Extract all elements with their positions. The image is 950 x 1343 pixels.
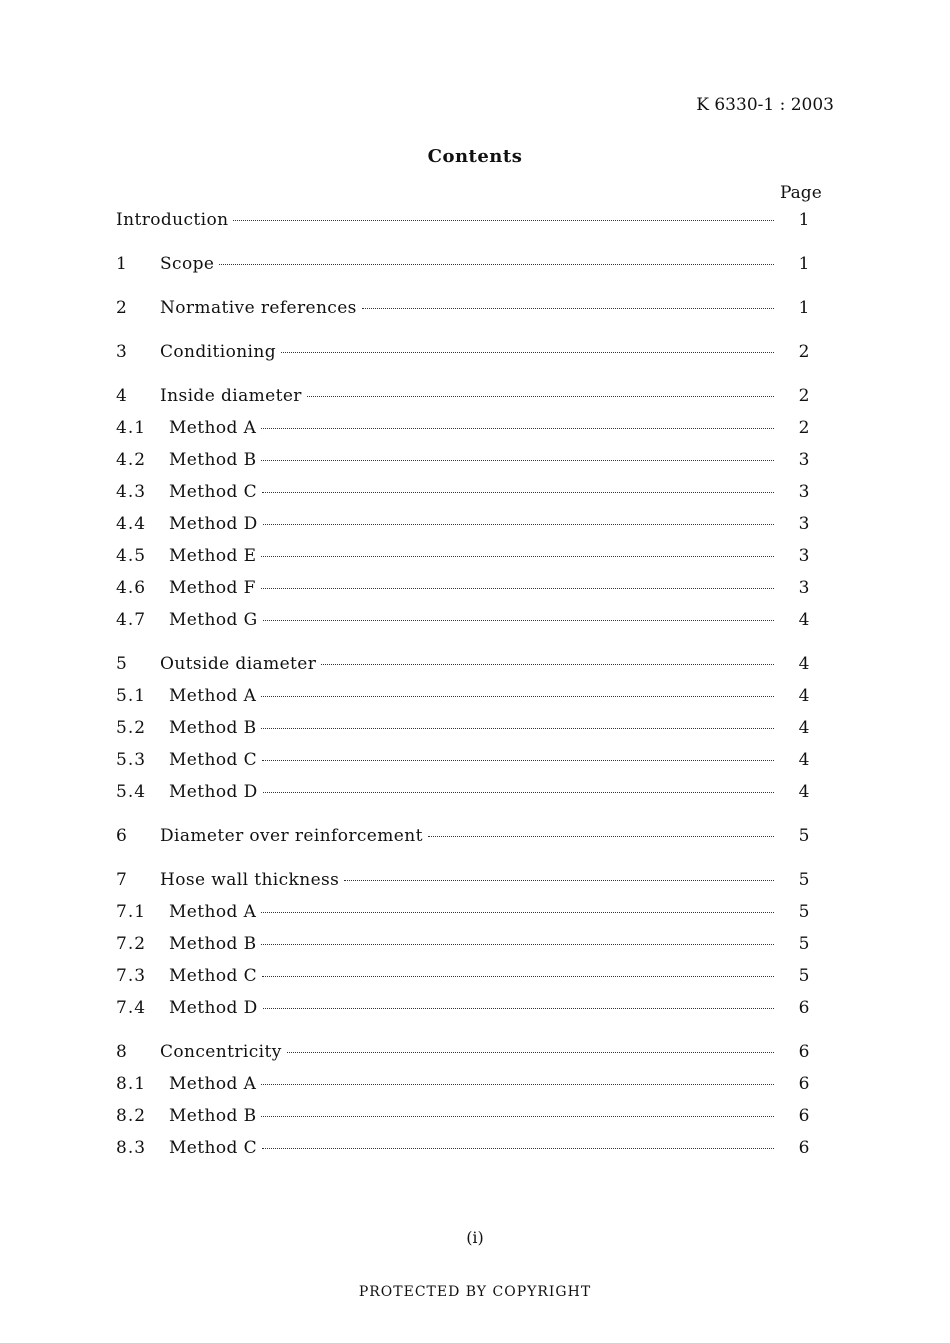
toc-entry-number: 4.2 <box>116 450 147 470</box>
toc-entry-page: 4 <box>798 610 810 630</box>
dot-leader <box>262 1148 774 1149</box>
dot-leader <box>219 264 774 265</box>
dot-leader <box>261 428 774 429</box>
toc-entry-page: 3 <box>798 514 810 534</box>
toc-entry[interactable] <box>116 995 816 1027</box>
toc-entry-number: 7.3 <box>116 966 147 986</box>
toc-entry-page: 3 <box>798 482 810 502</box>
dot-leader <box>261 588 774 589</box>
toc-entry-number: 4.3 <box>116 482 147 502</box>
dot-leader <box>263 792 774 793</box>
dot-leader <box>263 620 774 621</box>
toc-entry-title: Method A <box>169 686 257 706</box>
dot-leader <box>307 396 774 397</box>
toc-entry-page: 5 <box>798 902 810 922</box>
toc-entry[interactable] <box>116 575 816 607</box>
toc-entry-number: 7.2 <box>116 934 147 954</box>
toc-entry-title: Method D <box>169 998 258 1018</box>
toc-entry-title: Hose wall thickness <box>160 870 340 890</box>
toc-entry-number: 4 <box>116 386 128 406</box>
toc-entry-title: Method A <box>169 1074 257 1094</box>
toc-entry-page: 3 <box>798 578 810 598</box>
toc-entry-number: 5.4 <box>116 782 147 802</box>
toc-entry-number: 8.1 <box>116 1074 147 1094</box>
toc-entry[interactable] <box>116 867 816 899</box>
dot-leader <box>263 524 774 525</box>
toc-entry-number: 5.1 <box>116 686 147 706</box>
toc-entry-page: 4 <box>798 654 810 674</box>
toc-entry-title: Method C <box>169 482 257 502</box>
copyright-notice: PROTECTED BY COPYRIGHT <box>358 1284 592 1300</box>
toc-entry[interactable] <box>116 447 816 479</box>
dot-leader <box>261 912 774 913</box>
dot-leader <box>287 1052 774 1053</box>
dot-leader <box>261 696 774 697</box>
toc-entry-title: Diameter over reinforcement <box>160 826 423 846</box>
dot-leader <box>262 492 774 493</box>
toc-entry-title: Method C <box>169 1138 257 1158</box>
toc-entry-number: 4.5 <box>116 546 147 566</box>
toc-entry-number: 6 <box>116 826 128 846</box>
toc-entry-title: Method G <box>169 610 258 630</box>
toc-entry-page: 6 <box>798 1074 810 1094</box>
toc-entry[interactable] <box>116 607 816 639</box>
toc-entry[interactable] <box>116 683 816 715</box>
toc-entry-page: 6 <box>798 1042 810 1062</box>
dot-leader <box>261 460 774 461</box>
toc-entry-number: 4.4 <box>116 514 147 534</box>
dot-leader <box>428 836 774 837</box>
dot-leader <box>261 556 774 557</box>
toc-entry[interactable] <box>116 1071 816 1103</box>
toc-entry-page: 1 <box>798 210 810 230</box>
toc-entry-page: 5 <box>798 870 810 890</box>
toc-entry-title: Normative references <box>160 298 357 318</box>
toc-entry-number: 5 <box>116 654 128 674</box>
toc-entry-page: 5 <box>798 966 810 986</box>
toc-entry-title: Method B <box>169 934 257 954</box>
dot-leader <box>262 760 774 761</box>
toc-entry-number: 2 <box>116 298 128 318</box>
dot-leader <box>344 880 774 881</box>
toc-entry-number: 1 <box>116 254 128 274</box>
toc-entry-number: 4.6 <box>116 578 147 598</box>
toc-entry-title: Method B <box>169 1106 257 1126</box>
toc-entry-page: 1 <box>798 298 810 318</box>
toc-entry-title: Method C <box>169 966 257 986</box>
toc-entry-title: Scope <box>160 254 215 274</box>
toc-entry-page: 2 <box>798 342 810 362</box>
toc-entry-page: 4 <box>798 750 810 770</box>
table-of-contents <box>116 207 816 1167</box>
toc-entry[interactable] <box>116 295 816 327</box>
toc-entry-title: Method B <box>169 718 257 738</box>
toc-entry-page: 2 <box>798 418 810 438</box>
toc-entry[interactable] <box>116 931 816 963</box>
toc-entry[interactable] <box>116 779 816 811</box>
page-folio: (i) <box>466 1228 484 1247</box>
toc-entry[interactable] <box>116 479 816 511</box>
toc-entry[interactable] <box>116 899 816 931</box>
dot-leader <box>281 352 774 353</box>
dot-leader <box>261 1084 774 1085</box>
toc-entry-number: 7 <box>116 870 128 890</box>
toc-entry-number: 7.1 <box>116 902 147 922</box>
toc-entry[interactable] <box>116 651 816 683</box>
page-column-label: Page <box>780 183 822 203</box>
toc-entry-title: Method D <box>169 782 258 802</box>
toc-entry-page: 5 <box>798 826 810 846</box>
toc-entry-number: 5.3 <box>116 750 147 770</box>
toc-entry[interactable] <box>116 251 816 283</box>
toc-entry-number: 8.3 <box>116 1138 147 1158</box>
toc-entry-title: Method A <box>169 418 257 438</box>
dot-leader <box>321 664 774 665</box>
toc-entry-number: 8.2 <box>116 1106 147 1126</box>
toc-entry-title: Concentricity <box>160 1042 282 1062</box>
toc-entry-number: 3 <box>116 342 128 362</box>
toc-entry-page: 1 <box>798 254 810 274</box>
dot-leader <box>261 728 774 729</box>
toc-entry[interactable] <box>116 747 816 779</box>
toc-entry-page: 5 <box>798 934 810 954</box>
toc-entry-page: 4 <box>798 782 810 802</box>
toc-entry-title: Method C <box>169 750 257 770</box>
page-title: Contents <box>427 146 523 167</box>
toc-entry-page: 4 <box>798 686 810 706</box>
toc-entry-number: 8 <box>116 1042 128 1062</box>
dot-leader <box>263 1008 774 1009</box>
toc-entry[interactable] <box>116 543 816 575</box>
dot-leader <box>262 976 774 977</box>
toc-entry-title: Method B <box>169 450 257 470</box>
toc-entry[interactable] <box>116 715 816 747</box>
toc-entry-title: Method F <box>169 578 256 598</box>
toc-entry-number: 4.7 <box>116 610 147 630</box>
toc-entry[interactable] <box>116 1103 816 1135</box>
dot-leader <box>362 308 774 309</box>
dot-leader <box>233 220 774 221</box>
dot-leader <box>261 944 774 945</box>
standard-number: K 6330-1 : 2003 <box>696 95 834 115</box>
toc-entry-title: Inside diameter <box>160 386 302 406</box>
toc-entry[interactable] <box>116 339 816 371</box>
toc-entry-page: 6 <box>798 1138 810 1158</box>
toc-entry-page: 4 <box>798 718 810 738</box>
toc-entry-number: 7.4 <box>116 998 147 1018</box>
toc-entry[interactable] <box>116 963 816 995</box>
toc-entry-title: Introduction <box>116 210 229 230</box>
toc-entry[interactable] <box>116 823 816 855</box>
toc-entry-page: 3 <box>798 450 810 470</box>
toc-entry-number: 5.2 <box>116 718 147 738</box>
toc-entry-title: Outside diameter <box>160 654 317 674</box>
toc-entry[interactable] <box>116 1039 816 1071</box>
toc-entry-number: 4.1 <box>116 418 147 438</box>
toc-entry[interactable] <box>116 1135 816 1167</box>
dot-leader <box>261 1116 774 1117</box>
toc-entry[interactable] <box>116 207 816 239</box>
toc-entry-title: Method E <box>169 546 257 566</box>
toc-entry-title: Method A <box>169 902 257 922</box>
toc-entry[interactable] <box>116 415 816 447</box>
toc-entry[interactable] <box>116 383 816 415</box>
toc-entry[interactable] <box>116 511 816 543</box>
toc-entry-page: 6 <box>798 998 810 1018</box>
toc-entry-page: 2 <box>798 386 810 406</box>
toc-entry-page: 6 <box>798 1106 810 1126</box>
toc-entry-page: 3 <box>798 546 810 566</box>
toc-entry-title: Conditioning <box>160 342 277 362</box>
toc-entry-title: Method D <box>169 514 258 534</box>
